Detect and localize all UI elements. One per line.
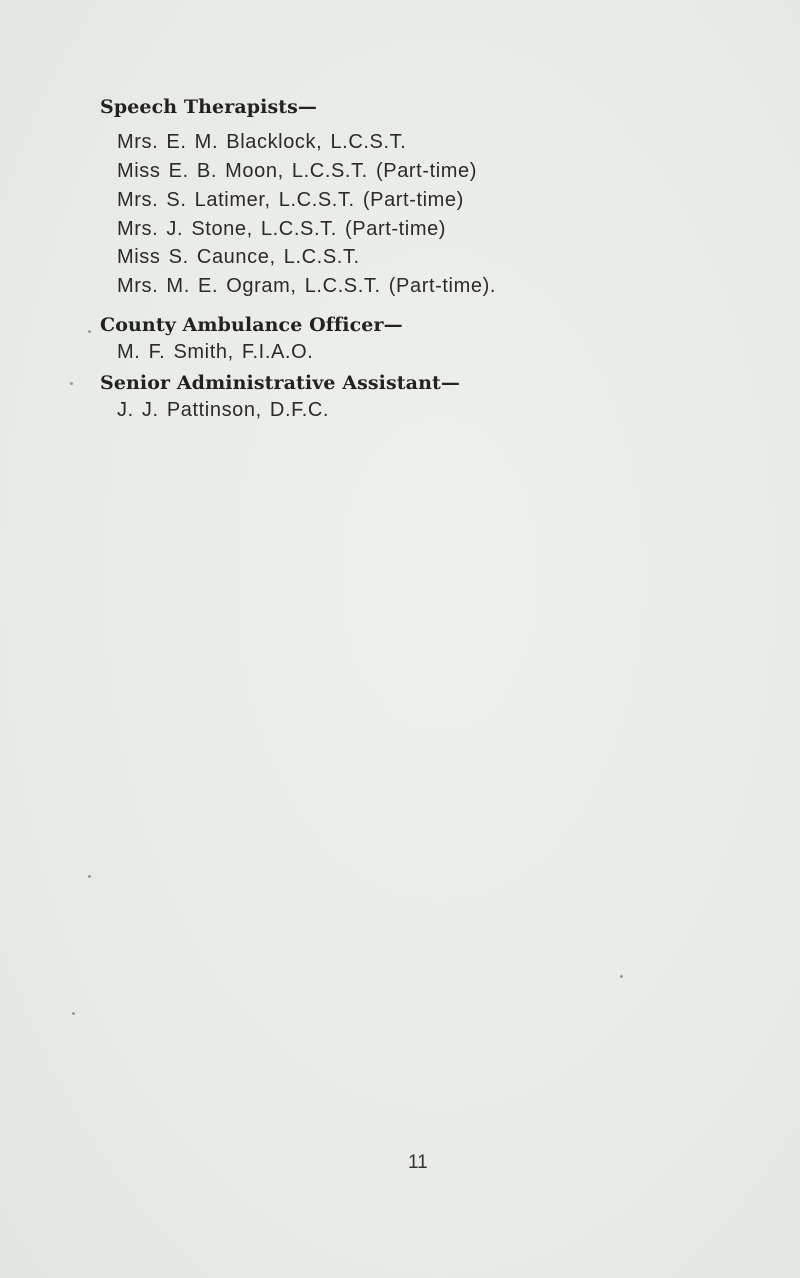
section-heading-county-ambulance-officer: County Ambulance Officer— xyxy=(100,314,403,336)
scan-speck xyxy=(88,330,91,333)
staff-entry: Miss S. Caunce, L.C.S.T. xyxy=(117,246,360,268)
section-heading-speech-therapists: Speech Therapists— xyxy=(100,96,318,118)
scan-speck xyxy=(70,382,73,385)
scan-speck xyxy=(620,975,623,978)
page-number: 11 xyxy=(408,1152,428,1173)
staff-entry: Miss E. B. Moon, L.C.S.T. (Part-time) xyxy=(117,160,478,182)
section-heading-senior-administrative-assistant: Senior Administrative Assistant— xyxy=(100,372,460,394)
staff-entry: M. F. Smith, F.I.A.O. xyxy=(117,341,314,363)
staff-entry: Mrs. E. M. Blacklock, L.C.S.T. xyxy=(117,131,407,153)
scan-speck xyxy=(88,875,91,878)
staff-entry: Mrs. M. E. Ogram, L.C.S.T. (Part-time). xyxy=(117,275,496,297)
staff-entry: Mrs. J. Stone, L.C.S.T. (Part-time) xyxy=(117,218,447,240)
scan-speck xyxy=(72,1012,75,1015)
staff-entry: Mrs. S. Latimer, L.C.S.T. (Part-time) xyxy=(117,189,464,211)
staff-entry: J. J. Pattinson, D.F.C. xyxy=(117,399,330,421)
